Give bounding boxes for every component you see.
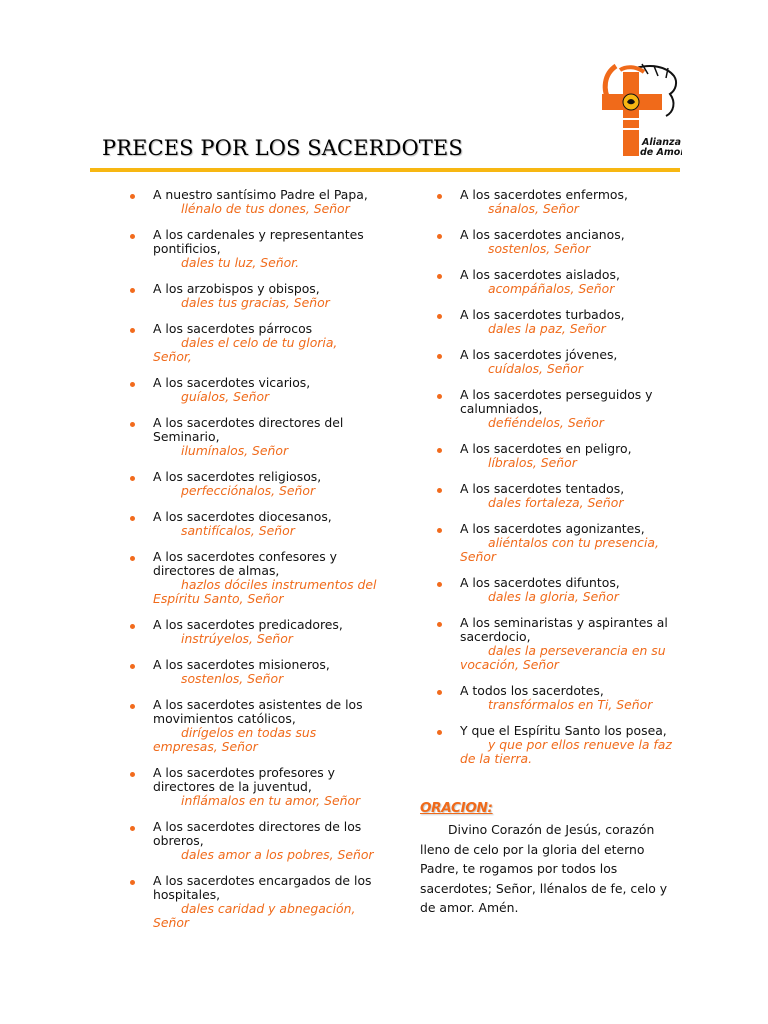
bullet-icon xyxy=(437,394,442,399)
bullet-icon xyxy=(437,488,442,493)
invocation-text: A nuestro santísimo Padre el Papa, xyxy=(153,187,368,202)
response-text: líbralos, Señor xyxy=(488,455,577,470)
response-text: ilumínalos, Señor xyxy=(181,443,289,458)
invocation-text: A los sacerdotes párrocos xyxy=(153,321,313,336)
response-text: instrúyelos, Señor xyxy=(181,631,293,646)
bullet-icon xyxy=(437,690,442,695)
bullet-icon xyxy=(437,354,442,359)
response-text: dales fortaleza, Señor xyxy=(488,495,624,510)
bullet-icon xyxy=(130,194,135,199)
prayer-item xyxy=(130,698,378,754)
invocation-text: A los sacerdotes profesores y directores de la juventud, xyxy=(153,765,335,794)
bullet-icon xyxy=(130,880,135,885)
bullet-icon xyxy=(437,194,442,199)
invocation-text: A los sacerdotes ancianos, xyxy=(460,227,625,242)
response-text: sostenlos, Señor xyxy=(488,241,591,256)
svg-text:Alianza: Alianza xyxy=(642,137,681,148)
prayer-item xyxy=(130,510,378,538)
prayer-item xyxy=(437,348,677,376)
invocation-text: A los sacerdotes directores de los obreros, xyxy=(153,819,362,848)
prayer-item xyxy=(437,482,677,510)
response-text: y que por ellos renueve la faz de la tierra. xyxy=(460,737,672,766)
prayer-item xyxy=(437,268,677,296)
response-text: dirígelos en todas sus empresas, Señor xyxy=(153,725,317,754)
prayer-item xyxy=(437,308,677,336)
bullet-icon xyxy=(130,476,135,481)
oracion-heading: ORACION: xyxy=(420,800,493,816)
bullet-icon xyxy=(130,826,135,831)
response-text: dales tus gracias, Señor xyxy=(181,295,330,310)
prayer-item xyxy=(130,228,378,270)
invocation-text: A los sacerdotes turbados, xyxy=(460,307,625,322)
bullet-icon xyxy=(437,234,442,239)
prayer-item xyxy=(130,470,378,498)
response-text: perfecciónalos, Señor xyxy=(181,483,316,498)
invocation-text: A los sacerdotes aislados, xyxy=(460,267,620,282)
prayer-item xyxy=(130,282,378,310)
response-text: dales la gloria, Señor xyxy=(488,589,619,604)
response-text: hazlos dóciles instrumentos del Espíritu Santo, Señor xyxy=(153,577,377,606)
prayer-item xyxy=(130,416,378,458)
response-text: transfórmalos en Ti, Señor xyxy=(488,697,653,712)
response-text: cuídalos, Señor xyxy=(488,361,583,376)
bullet-icon xyxy=(130,288,135,293)
bullet-icon xyxy=(437,314,442,319)
invocation-text: A los sacerdotes agonizantes, xyxy=(460,521,645,536)
bullet-icon xyxy=(130,772,135,777)
invocation-text: Y que el Espíritu Santo los posea, xyxy=(460,723,667,738)
bullet-icon xyxy=(130,664,135,669)
prayer-list-right xyxy=(437,188,677,778)
bullet-icon xyxy=(437,582,442,587)
response-text: defiéndelos, Señor xyxy=(488,415,604,430)
prayer-item xyxy=(130,766,378,808)
invocation-text: A los sacerdotes vicarios, xyxy=(153,375,311,390)
prayer-list-left xyxy=(130,188,378,942)
bullet-icon xyxy=(130,704,135,709)
oracion-paragraph: Divino Corazón de Jesús, corazón lleno de celo por la gloria del eterno Padre, te rogamos por todos los sacerdotes; Señor, llénalos de fe, celo y de amor. Amén. xyxy=(420,822,668,916)
invocation-text: A los sacerdotes directores del Seminario, xyxy=(153,415,344,444)
bullet-icon xyxy=(130,422,135,427)
response-text: santifícalos, Señor xyxy=(181,523,295,538)
invocation-text: A los sacerdotes religiosos, xyxy=(153,469,322,484)
invocation-text: A los arzobispos y obispos, xyxy=(153,281,320,296)
response-text: aliéntalos con tu presencia, Señor xyxy=(460,535,659,564)
response-text: sánalos, Señor xyxy=(488,201,579,216)
response-text: sostenlos, Señor xyxy=(181,671,284,686)
bullet-icon xyxy=(130,234,135,239)
response-text: dales la perseverancia en su vocación, Señor xyxy=(460,643,666,672)
invocation-text: A los sacerdotes difuntos, xyxy=(460,575,620,590)
bullet-icon xyxy=(437,528,442,533)
invocation-text: A los seminaristas y aspirantes al sacerdocio, xyxy=(460,615,668,644)
invocation-text: A los sacerdotes encargados de los hospitales, xyxy=(153,873,372,902)
invocation-text: A los cardenales y representantes pontificios, xyxy=(153,227,364,256)
invocation-text: A los sacerdotes confesores y directores de almas, xyxy=(153,549,337,578)
prayer-item xyxy=(130,618,378,646)
prayer-item xyxy=(130,874,378,930)
bullet-icon xyxy=(437,274,442,279)
prayer-item xyxy=(130,322,378,364)
title-underline-rule xyxy=(90,168,680,172)
response-text: dales la paz, Señor xyxy=(488,321,606,336)
bullet-icon xyxy=(130,556,135,561)
bullet-icon xyxy=(437,730,442,735)
bullet-icon xyxy=(130,516,135,521)
prayer-item xyxy=(437,684,677,712)
prayer-item xyxy=(130,188,378,216)
response-text: inflámalos en tu amor, Señor xyxy=(181,793,361,808)
prayer-item xyxy=(130,550,378,606)
invocation-text: A los sacerdotes jóvenes, xyxy=(460,347,618,362)
prayer-item xyxy=(437,616,677,672)
response-text: guíalos, Señor xyxy=(181,389,270,404)
bullet-icon xyxy=(130,624,135,629)
invocation-text: A los sacerdotes tentados, xyxy=(460,481,625,496)
invocation-text: A los sacerdotes enfermos, xyxy=(460,187,628,202)
prayer-item xyxy=(437,388,677,430)
prayer-item xyxy=(130,376,378,404)
response-text: acompáñalos, Señor xyxy=(488,281,615,296)
invocation-text: A los sacerdotes perseguidos y calumniados, xyxy=(460,387,653,416)
bullet-icon xyxy=(130,382,135,387)
prayer-item xyxy=(437,228,677,256)
response-text: dales el celo de tu gloria, Señor, xyxy=(153,335,338,364)
bullet-icon xyxy=(437,448,442,453)
alianza-de-amor-logo xyxy=(596,60,682,158)
prayer-item xyxy=(437,724,677,766)
invocation-text: A los sacerdotes predicadores, xyxy=(153,617,343,632)
invocation-text: A los sacerdotes misioneros, xyxy=(153,657,330,672)
response-text: dales caridad y abnegación, Señor xyxy=(153,901,356,930)
prayer-item xyxy=(437,188,677,216)
prayer-item xyxy=(130,820,378,862)
svg-text:de Amor: de Amor xyxy=(640,147,682,158)
bullet-icon xyxy=(437,622,442,627)
response-text: dales tu luz, Señor. xyxy=(181,255,300,270)
bullet-icon xyxy=(130,328,135,333)
response-text: llénalo de tus dones, Señor xyxy=(181,201,350,216)
invocation-text: A todos los sacerdotes, xyxy=(460,683,604,698)
response-text: dales amor a los pobres, Señor xyxy=(181,847,374,862)
prayer-item xyxy=(437,442,677,470)
cross-heart-logo-icon xyxy=(596,60,682,158)
prayer-item xyxy=(437,522,677,564)
prayer-item xyxy=(437,576,677,604)
invocation-text: A los sacerdotes en peligro, xyxy=(460,441,632,456)
page-title: PRECES POR LOS SACERDOTES xyxy=(102,136,463,160)
invocation-text: A los sacerdotes asistentes de los movimientos católicos, xyxy=(153,697,363,726)
prayer-item xyxy=(130,658,378,686)
invocation-text: A los sacerdotes diocesanos, xyxy=(153,509,332,524)
